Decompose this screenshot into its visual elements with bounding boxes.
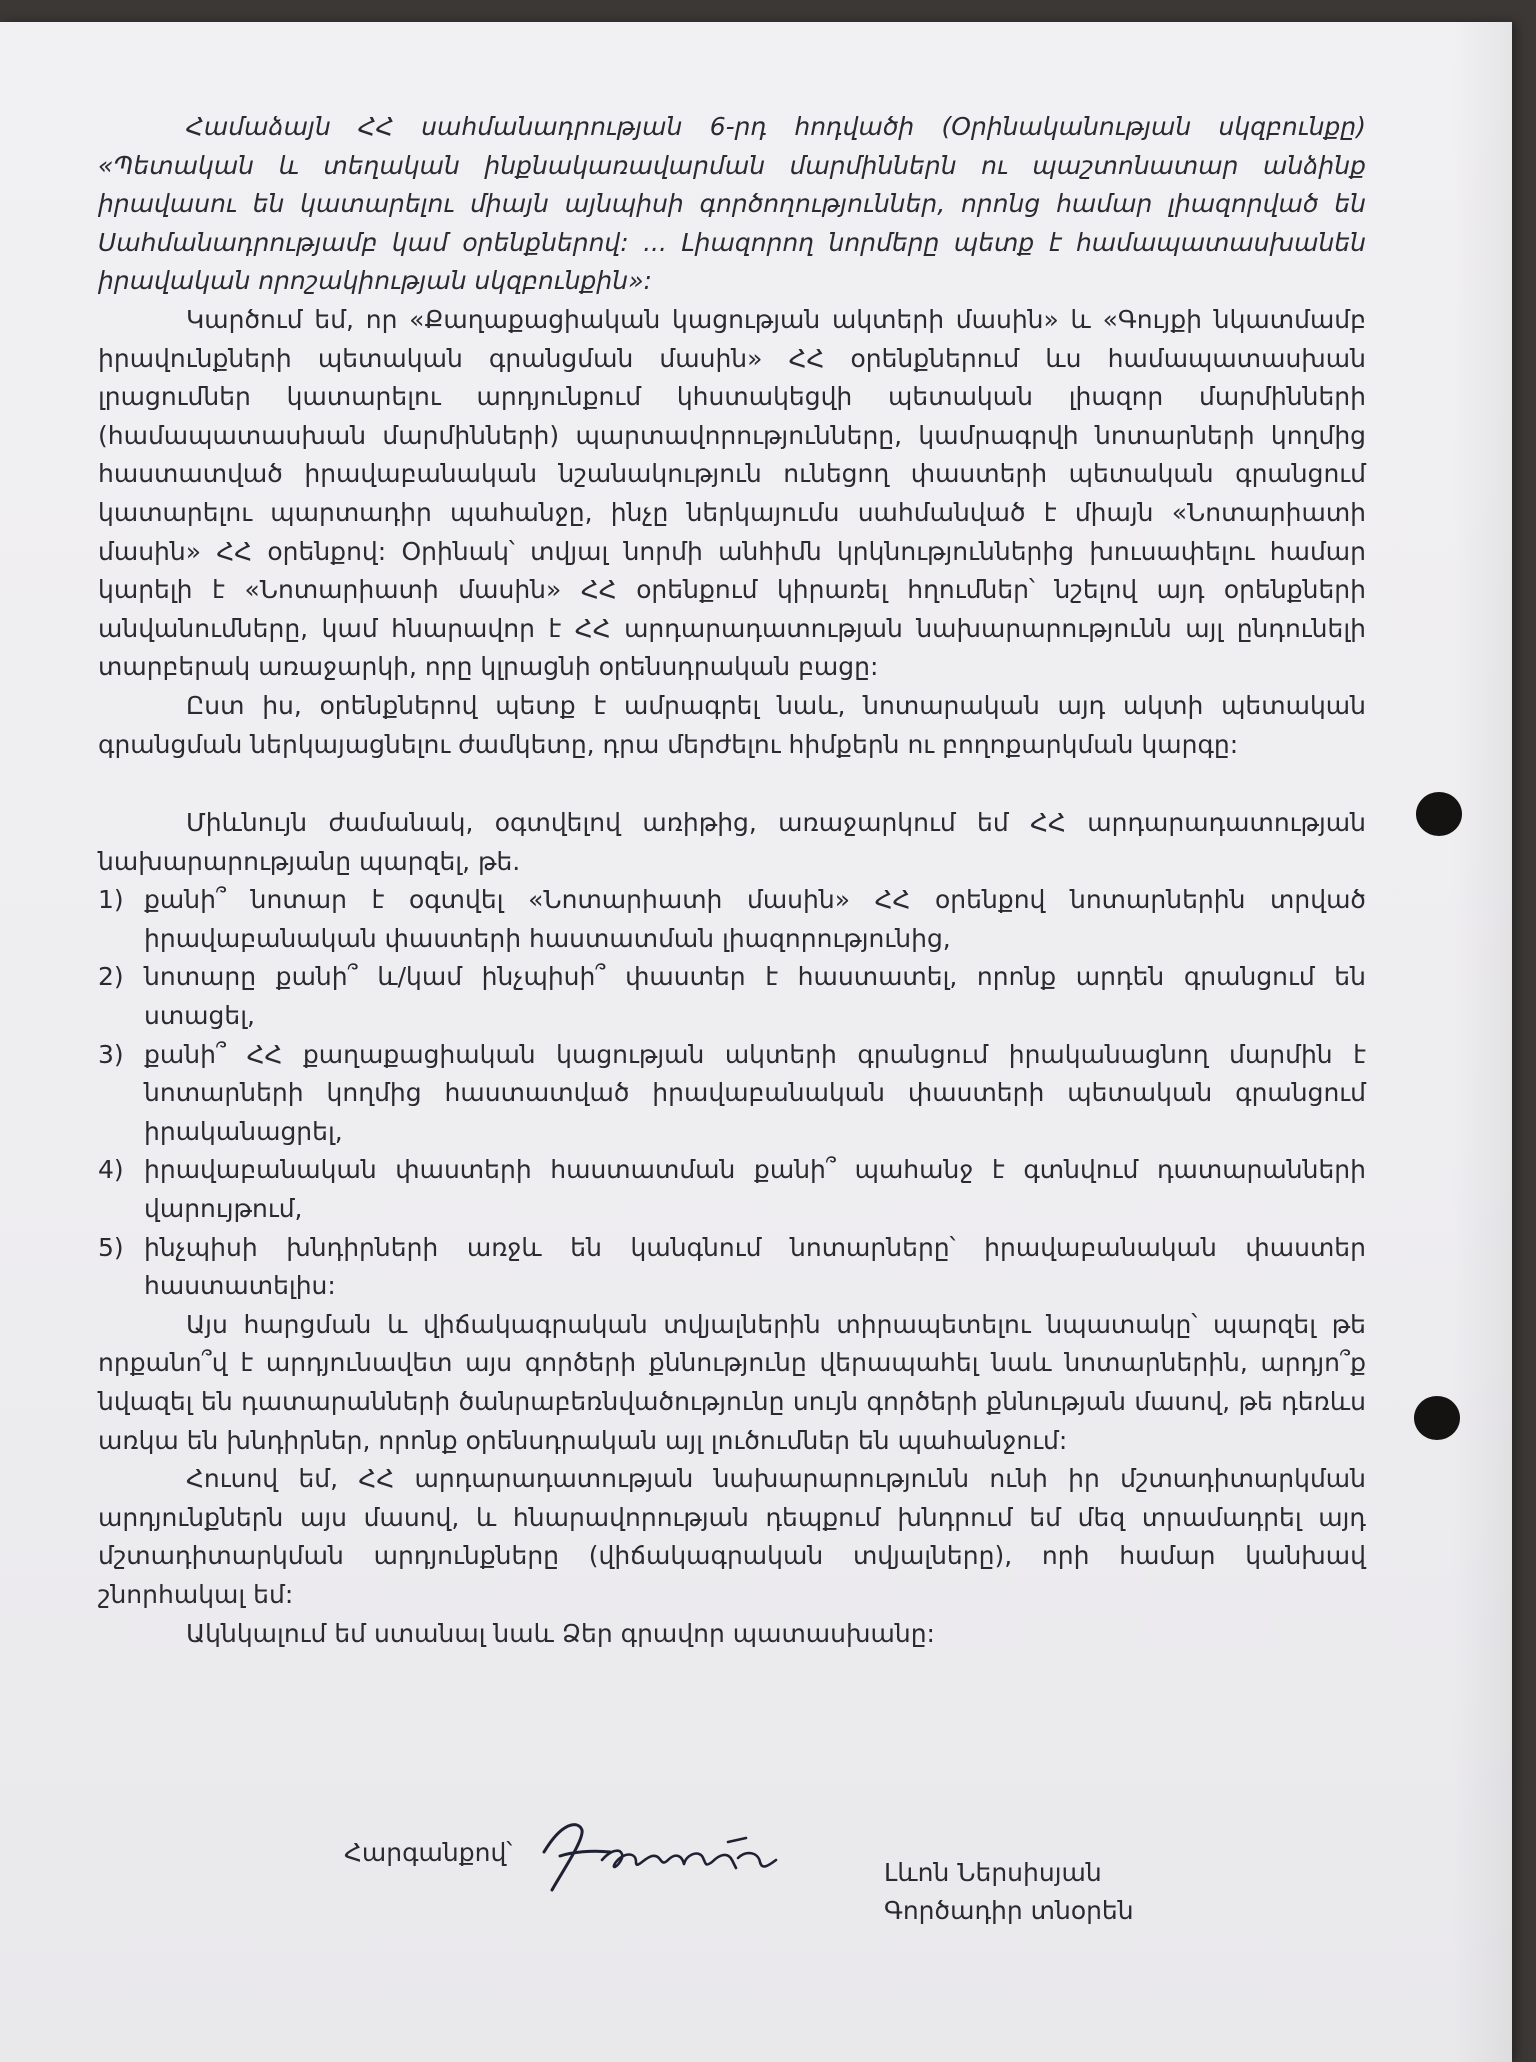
paragraph-hope: Հուսով եմ, ՀՀ արդարադատության նախարարությունն ունի իր մշտադիտարկման արդյունքներն այս մասով, և հնարավորության դեպքում խնդրում եմ մեզ տրամադրել այդ մշտադիտարկման արդյունքները (վիճակագրական տվյալները), որի համար կանխավ շնորհակալ եմ:: [98, 1464, 1366, 1609]
list-item: [98, 881, 1366, 958]
page-edge-shadow: [1452, 22, 1512, 2062]
list-item-text: նոտարը քանի՞ և/կամ ինչպիսի՞ փաստեր է հաստատել, որոնք արդեն գրանցում են ստացել,: [144, 962, 1366, 1031]
punch-hole-upper: [1416, 792, 1462, 836]
list-item-text: իրավաբանական փաստերի հաստատման քանի՞ պահանջ է գտնվում դատարանների վարույթում,: [144, 1155, 1366, 1224]
punch-hole-lower: [1414, 1396, 1460, 1440]
list-item-text: ինչպիսի խնդիրների առջև են կանգնում նոտարները՝ իրավաբանական փաստեր հաստատելիս:: [144, 1232, 1366, 1301]
list-item-number: 5): [98, 1232, 124, 1262]
list-item-number: 3): [98, 1039, 124, 1069]
signer-info: [884, 1854, 1134, 1930]
questions-list: [98, 881, 1366, 1306]
list-item-text: քանի՞ նոտար է օգտվել «Նոտարիատի մասին» ՀՀ օրենքով նոտարներին տրված իրավաբանական փաստերի հաստատման լիազորությունից,: [144, 885, 1366, 953]
letter-page: [0, 22, 1512, 2062]
signature-block: [0, 1812, 1512, 1952]
list-item: [98, 1229, 1366, 1306]
closing-line: Ակնկալում եմ ստանալ նաև Ձեր գրավոր պատասխանը:: [186, 1618, 935, 1648]
handwritten-signature: [532, 1812, 792, 1902]
paragraph-constitution-quote: Համաձայն ՀՀ սահմանադրության 6-րդ հոդվածի (Օրինականության սկզբունքը) «Պետական և տեղական ինքնակառավարման մարմիններն ու պաշտոնատար անձինք իրավասու են կատարելու միայն այնպիսի գործողություններ, որոնց համար լիազորված են Սահմանադրությամբ կամ օրենքներով: ... Լիազորող նորմերը պետք է համապատասխանեն իրավական որոշակիության սկզբունքին»:: [98, 112, 1366, 296]
list-item-number: 4): [98, 1155, 124, 1185]
paragraph-proposal: Կարծում եմ, որ «Քաղաքացիական կացության ակտերի մասին» և «Գույքի նկատմամբ իրավունքների պետական գրանցման մասին» ՀՀ օրենքներում ևս համապատասխան լրացումներ կատարելու արդյունքում կհստակեցվի պետական լիազոր մարմինների (համապատասխան մարմինների) պարտավորությունները, կամրագրվի նոտարների կողմից հաստատված իրավաբանական նշանակություն ունեցող փաստերի պետական գրանցում կատարելու պարտադիր պահանջը, ինչը ներկայումս սահմանված է միայն «Նոտարիատի մասին» ՀՀ օրենքով: Օրինակ՝ տվյալ նորմի անհիմն կրկնություններից խուսափելու համար կարելի է «Նոտարիատի մասին» ՀՀ օրենքում կիրառել հղումներ՝ նշելով այդ օրենքների անվանումները, կամ հնարավոր է ՀՀ արդարադատության նախարարությունն այլ ընդունելի տարբերակ առաջարկի, որը կլրացնի օրենսդրական բացը:: [98, 304, 1366, 682]
list-item-number: 1): [98, 885, 124, 915]
list-item-text: քանի՞ ՀՀ քաղաքացիական կացության ակտերի գրանցում իրականացնող մարմին է նոտարների կողմից հաստատված իրավաբանական փաստերի պետական գրանցում իրականացրել,: [144, 1039, 1366, 1146]
signer-name: Լևոն Ներսիսյան: [884, 1858, 1102, 1887]
list-item: [98, 958, 1366, 1035]
paragraph-request-intro: Միևնույն ժամանակ, օգտվելով առիթից, առաջարկում եմ ՀՀ արդարադատության նախարարությանը պարզել, թե.: [98, 808, 1366, 876]
signer-title: Գործադիր տնօրեն: [884, 1896, 1134, 1925]
regards-label: Հարգանքով՝: [344, 1838, 513, 1867]
list-item: [98, 1036, 1366, 1152]
paragraph-gap: [98, 764, 1366, 804]
list-item: [98, 1151, 1366, 1228]
paragraph-deadlines: Ըստ իս, օրենքներով պետք է ամրագրել նաև, նոտարական այդ ակտի պետական գրանցման ներկայացնելու ժամկետը, դրա մերժելու հիմքերն ու բողոքարկման կարգը:: [98, 690, 1366, 759]
letter-body: [98, 108, 1366, 1653]
paragraph-purpose: Այս հարցման և վիճակագրական տվյալներին տիրապետելու նպատակը՝ պարզել թե որքանո՞վ է արդյունավետ այս գործերի քննությունը վերապահել նաև նոտարներին, արդյո՞ք նվազել են դատարանների ծանրաբեռնվածությունը սույն գործերի քննության մասով, թե դեռևս առկա են խնդիրներ, որոնք օրենսդրական այլ լուծումներ են պահանջում:: [98, 1309, 1366, 1455]
list-item-number: 2): [98, 962, 124, 992]
